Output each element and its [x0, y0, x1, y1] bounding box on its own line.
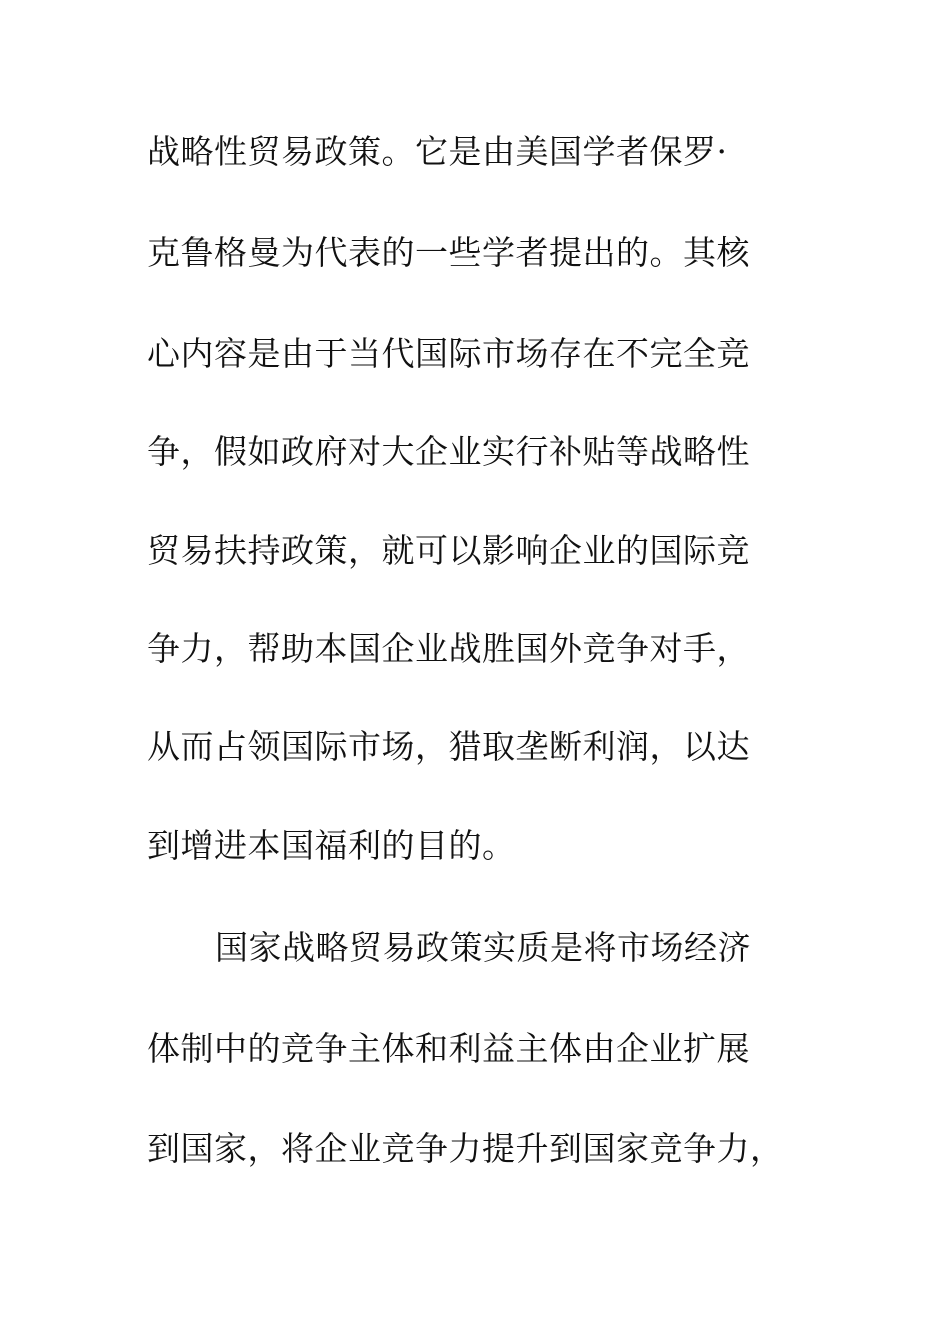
text-line: 到国家，将企业竞争力提升到国家竞争力，	[147, 1129, 784, 1168]
text-line: 体制中的竞争主体和利益主体由企业扩展	[147, 1029, 750, 1068]
text-line: 心内容是由于当代国际市场存在不完全竞	[147, 334, 750, 373]
text-line: 争，假如政府对大企业实行补贴等战略性	[147, 432, 750, 471]
text-line: 争力，帮助本国企业战胜国外竞争对手，	[147, 629, 750, 668]
text-line: 到增进本国福利的目的。	[147, 826, 516, 865]
paragraph-first-line: 国家战略贸易政策实质是将市场经济	[215, 928, 751, 967]
text-line: 战略性贸易政策。它是由美国学者保罗·	[147, 132, 728, 171]
text-line: 克鲁格曼为代表的一些学者提出的。其核	[147, 233, 750, 272]
text-line: 贸易扶持政策，就可以影响企业的国际竞	[147, 531, 750, 570]
text-line: 从而占领国际市场，猎取垄断利润，以达	[147, 727, 750, 766]
